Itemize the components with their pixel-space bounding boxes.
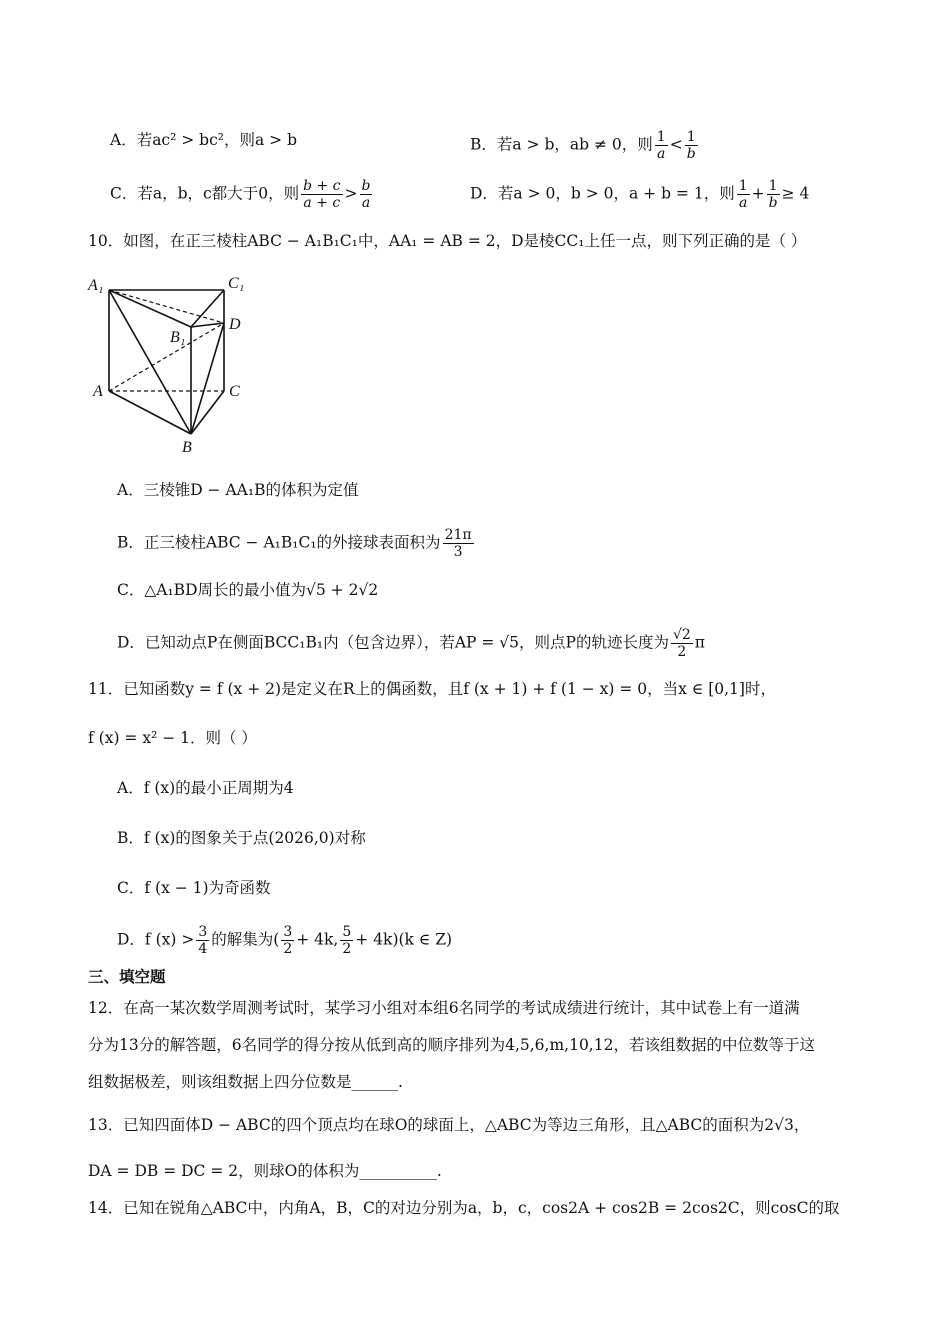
q13-line1: 13．已知四面体D − ABC的四个顶点均在球O的球面上，△ABC为等边三角形，且△ABC的面积为2√3， (88, 1116, 810, 1134)
edge-a1-d (109, 290, 224, 323)
label-a: A (93, 383, 103, 400)
edge-a1-b1 (109, 290, 191, 327)
q9-option-c (110, 178, 374, 211)
fraction: $\frac{3}{4}$ (198, 924, 208, 957)
q10-option-b (117, 527, 476, 560)
q9-option-d-text: D．若a > 0，b > 0，a + b = 1，则 (470, 184, 735, 203)
q11-option-a: A．f (x)的最小正周期为4 (117, 779, 294, 797)
fraction: $\frac{5}{2}$ (342, 924, 352, 957)
fraction: $\frac{1}{b}$ (686, 129, 696, 162)
section-heading: 三、填空题 (88, 968, 166, 986)
q9-option-b-text: B．若a > b，ab ≠ 0，则 (470, 135, 653, 154)
pi: π (694, 633, 705, 652)
label-d: D (229, 316, 241, 333)
q9-option-d-tail: ≥ 4 (781, 184, 810, 203)
q12-line3: 组数据极差，则该组数据上四分位数是______. (88, 1073, 403, 1091)
q11-option-d-text: D．f (x) > (117, 930, 195, 949)
fraction: $\frac{b + c}{a + c}$ (303, 178, 341, 211)
q11-stem-line2: f (x) = x² − 1．则（ ） (88, 729, 257, 747)
fraction: $\frac{21\pi}{3}$ (444, 527, 472, 560)
q13-line2: DA = DB = DC = 2，则球O的体积为__________. (88, 1162, 442, 1180)
label-b1: B₁ (170, 329, 186, 346)
fraction: $\frac{√2}{2}$ (672, 627, 691, 660)
label-c1: C₁ (228, 275, 245, 292)
q10-option-c: C．△A₁BD周长的最小值为√5 + 2√2 (117, 581, 379, 599)
q10-option-d (117, 627, 705, 660)
label-a1: A₁ (88, 277, 104, 294)
q10-option-d-text: D．已知动点P在侧面BCC₁B₁内（包含边界），若AP = √5，则点P的轨迹长度为 (117, 633, 669, 652)
fraction: $\frac{3}{2}$ (283, 924, 293, 957)
label-b: B (182, 439, 192, 456)
edge-c-b (191, 391, 224, 434)
less-than: < (669, 135, 683, 154)
q9-option-a: A．若ac² > bc²，则a > b (110, 131, 297, 149)
fraction: $\frac{1}{a}$ (656, 129, 666, 162)
q10-stem: 10．如图，在正三棱柱ABC − A₁B₁C₁中，AA₁ = AB = 2，D是棱CC₁上任一点，则下列正确的是（ ） (88, 232, 807, 250)
label-c: C (229, 383, 240, 400)
q11-option-d-mid2: + 4k, (296, 930, 339, 949)
q9-option-d (470, 178, 809, 211)
q11-option-c: C．f (x − 1)为奇函数 (117, 879, 271, 897)
plus: + (751, 184, 765, 203)
q11-stem-line1: 11．已知函数y = f (x + 2)是定义在R上的偶函数，且f (x + 1) + f (1 − x) = 0，当x ∈ [0,1]时， (88, 680, 776, 698)
q11-option-d (117, 924, 452, 957)
q11-option-d-mid: 的解集为( (211, 930, 280, 949)
q11-option-d-tail: + 4k)(k ∈ Z) (355, 930, 453, 949)
q14-line1: 14．已知在锐角△ABC中，内角A，B，C的对边分别为a，b，c，cos2A + cos2B = 2cos2C，则cosC的取 (88, 1199, 840, 1217)
q10-option-a: A．三棱锥D − AA₁B的体积为定值 (117, 481, 359, 499)
q9-option-c-text: C．若a，b，c都大于0，则 (110, 184, 300, 203)
q9-option-b (470, 129, 700, 162)
q11-option-b: B．f (x)的图象关于点(2026,0)对称 (117, 829, 366, 847)
q12-line1: 12．在高一某次数学周测考试时，某学习小组对本组6名同学的考试成绩进行统计，其中试卷上有一道满 (88, 999, 800, 1017)
greater-than: > (344, 184, 358, 203)
q10-option-b-text: B．正三棱柱ABC − A₁B₁C₁的外接球表面积为 (117, 533, 441, 552)
fraction: $\frac{1}{b}$ (768, 178, 778, 211)
q12-line2: 分为13分的解答题，6名同学的得分按从低到高的顺序排列为4,5,6,m,10,12，若该组数据的中位数等于这 (88, 1036, 815, 1054)
fraction: $\frac{1}{a}$ (738, 178, 748, 211)
prism-figure (82, 268, 262, 458)
fraction: $\frac{b}{a}$ (361, 178, 371, 211)
